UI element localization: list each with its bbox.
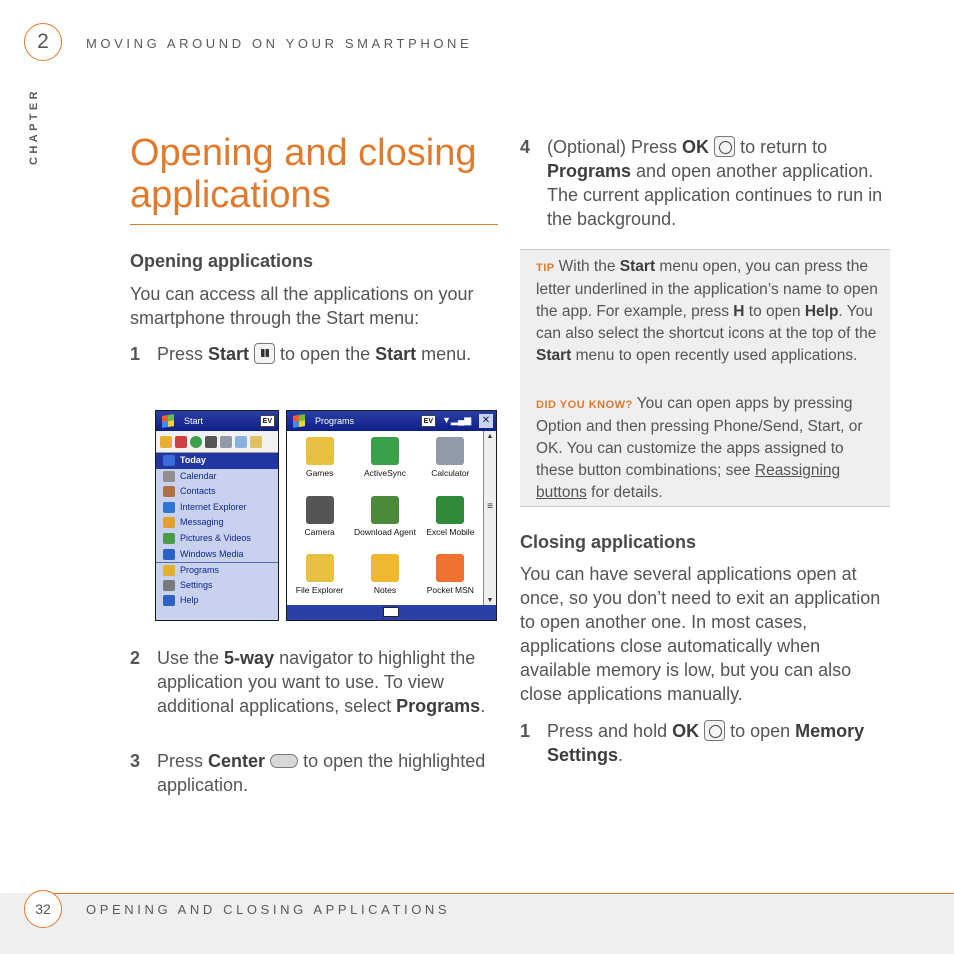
chapter-number-badge: 2: [24, 23, 62, 61]
recent-app-icon: [250, 436, 262, 448]
running-header: MOVING AROUND ON YOUR SMARTPHONE: [86, 36, 473, 51]
programs-titlebar: [287, 411, 496, 431]
ok-key-label: OK: [682, 137, 710, 157]
chapter-side-label: CHAPTER: [28, 88, 40, 165]
did-you-know-text: [536, 393, 881, 504]
step-number: 2: [130, 648, 141, 668]
start-menu-item[interactable]: Calendar: [156, 469, 278, 485]
program-label: ActiveSync: [363, 468, 407, 478]
step-text: menu.: [416, 344, 472, 364]
step-text: Use the: [157, 648, 225, 668]
program-label: Download Agent: [354, 526, 416, 537]
keyboard-icon[interactable]: [383, 607, 399, 617]
program-label: Notes: [373, 585, 397, 596]
step-text: navigator to highlight the application you want to use. To view additional applications, select: [157, 648, 476, 716]
close-icon[interactable]: ✕: [479, 414, 493, 428]
start-menu-screenshot: [155, 410, 279, 621]
ok-key-icon: [714, 136, 735, 157]
program-tile[interactable]: [352, 548, 417, 607]
start-menu-item[interactable]: Pictures & Videos: [156, 531, 278, 547]
tip-body: . You can also select the shortcut icons at the top of the: [536, 303, 877, 342]
start-key-icon: [254, 343, 275, 364]
start-menu-item[interactable]: Programs: [156, 562, 278, 578]
tip-bold: Start: [536, 347, 572, 364]
tip-bold: Start: [619, 258, 656, 275]
ev-badge: EV: [260, 415, 275, 427]
page-number: 32: [24, 890, 62, 928]
step-text: to open the: [275, 344, 376, 364]
windows-logo-icon: [293, 414, 305, 428]
program-label: Excel Mobile: [426, 526, 475, 537]
tip-body: menu to open recently used applications.: [571, 347, 858, 364]
step-number: 3: [130, 751, 141, 771]
recent-app-icon: [160, 436, 172, 448]
did-you-know-tag: DID YOU KNOW?: [536, 399, 633, 411]
center-key-icon: [270, 754, 298, 768]
scroll-down-icon[interactable]: ▼: [486, 597, 494, 604]
tip-text: [536, 256, 881, 367]
program-label: Pocket MSN: [426, 585, 474, 596]
recent-apps-strip: [156, 431, 278, 453]
program-icon: [306, 554, 334, 582]
program-tile[interactable]: [418, 548, 483, 607]
programs-title: Programs: [315, 416, 355, 426]
start-menu-item[interactable]: Settings: [156, 578, 278, 594]
program-icon: [371, 554, 399, 582]
start-title: Start: [184, 416, 204, 426]
recent-app-icon: [205, 436, 217, 448]
programs-screenshot: [286, 410, 497, 621]
start-menu-item[interactable]: Windows Media: [156, 547, 278, 563]
recent-app-icon: [220, 436, 232, 448]
programs-label: Programs: [547, 161, 632, 181]
step-text: (Optional) Press: [547, 137, 683, 157]
start-menu-item[interactable]: Messaging: [156, 515, 278, 531]
start-menu-item[interactable]: Help: [156, 593, 278, 609]
step-text: .: [480, 696, 486, 716]
program-icon: [436, 554, 464, 582]
program-icon: [306, 437, 334, 465]
program-label: Games: [305, 468, 334, 478]
step-text: .: [618, 745, 624, 765]
recent-app-icon: [235, 436, 247, 448]
recent-app-icon: [190, 436, 202, 448]
step-text: and open another application. The current application continues to run in the background.: [547, 161, 883, 229]
start-menu-item[interactable]: Today: [156, 453, 278, 469]
reassigning-buttons-link[interactable]: Reassigning buttons: [536, 462, 841, 501]
program-icon: [371, 496, 399, 524]
footer-divider: [40, 893, 954, 894]
opening-intro: You can access all the applications on your smartphone through the Start menu:: [130, 284, 474, 328]
step-number: 1: [520, 721, 531, 741]
tip-body: With the: [558, 258, 620, 275]
running-footer: OPENING AND CLOSING APPLICATIONS: [86, 902, 451, 917]
memory-settings-label: Memory Settings: [547, 721, 865, 765]
programs-scrollbar[interactable]: [483, 431, 496, 607]
start-titlebar: [156, 411, 278, 431]
signal-icon: ▼▂▄▆: [442, 415, 472, 425]
softkey-bar: [287, 605, 496, 620]
program-tile[interactable]: [287, 490, 352, 549]
did-you-know-body: for details.: [586, 484, 663, 501]
center-key-label: Center: [208, 751, 266, 771]
program-label: File Explorer: [295, 585, 344, 596]
scroll-grip-icon[interactable]: ≡: [487, 501, 493, 512]
tip-tag: TIP: [536, 262, 555, 274]
program-icon: [306, 496, 334, 524]
start-menu-item[interactable]: Internet Explorer: [156, 500, 278, 516]
program-icon: [436, 496, 464, 524]
programs-grid: [287, 431, 483, 607]
step-text: Press and hold: [547, 721, 673, 741]
program-tile[interactable]: [352, 490, 417, 549]
opening-heading: Opening applications: [130, 251, 314, 271]
closing-heading: Closing applications: [520, 532, 697, 552]
step-text: to open the highlighted application.: [157, 751, 486, 795]
tip-box: [520, 249, 890, 507]
start-menu-list: [156, 453, 278, 609]
windows-logo-icon: [162, 414, 174, 428]
start-menu-label: Start: [375, 344, 417, 364]
scroll-up-icon[interactable]: ▲: [486, 433, 494, 440]
program-icon: [436, 437, 464, 465]
program-tile[interactable]: [287, 548, 352, 607]
program-label: Calculator: [431, 468, 470, 478]
program-tile[interactable]: [418, 431, 483, 490]
step-number: 4: [520, 137, 531, 157]
program-icon: [371, 437, 399, 465]
ok-key-icon: [704, 720, 725, 741]
page-title: Opening and closing applications: [130, 132, 477, 216]
ok-key-label: OK: [672, 721, 700, 741]
program-tile[interactable]: [418, 490, 483, 549]
step-text: to return to: [740, 137, 828, 157]
ev-badge: EV: [421, 415, 436, 427]
tip-body: menu open, you can press the letter underlined in the application’s name to open the app. For example, press: [536, 258, 878, 320]
step-number: 1: [130, 344, 141, 364]
program-tile[interactable]: [287, 431, 352, 490]
step-text: Press: [157, 344, 209, 364]
tip-body: to open: [744, 303, 805, 320]
closing-intro: You can have several applications open at once, so you don’t need to exit an application to open another one. In most cases, applications close automatically when available memory is low, but you can also close applications manually.: [520, 564, 881, 704]
tip-bold: Help: [804, 303, 839, 320]
program-tile[interactable]: [352, 431, 417, 490]
five-way-label: 5-way: [224, 648, 275, 668]
title-divider: [130, 224, 498, 225]
start-key-label: Start: [208, 344, 250, 364]
programs-label: Programs: [396, 696, 481, 716]
step-text: Press: [157, 751, 209, 771]
recent-app-icon: [175, 436, 187, 448]
tip-bold: H: [733, 303, 745, 320]
program-label: Camera: [304, 526, 335, 537]
did-you-know-body: You can open apps by pressing Option and then pressing Phone/Send, Start, or OK. You can customize the apps assigned to these button combinations; see: [536, 395, 863, 479]
step-text: to open: [730, 721, 796, 741]
start-menu-item[interactable]: Contacts: [156, 484, 278, 500]
